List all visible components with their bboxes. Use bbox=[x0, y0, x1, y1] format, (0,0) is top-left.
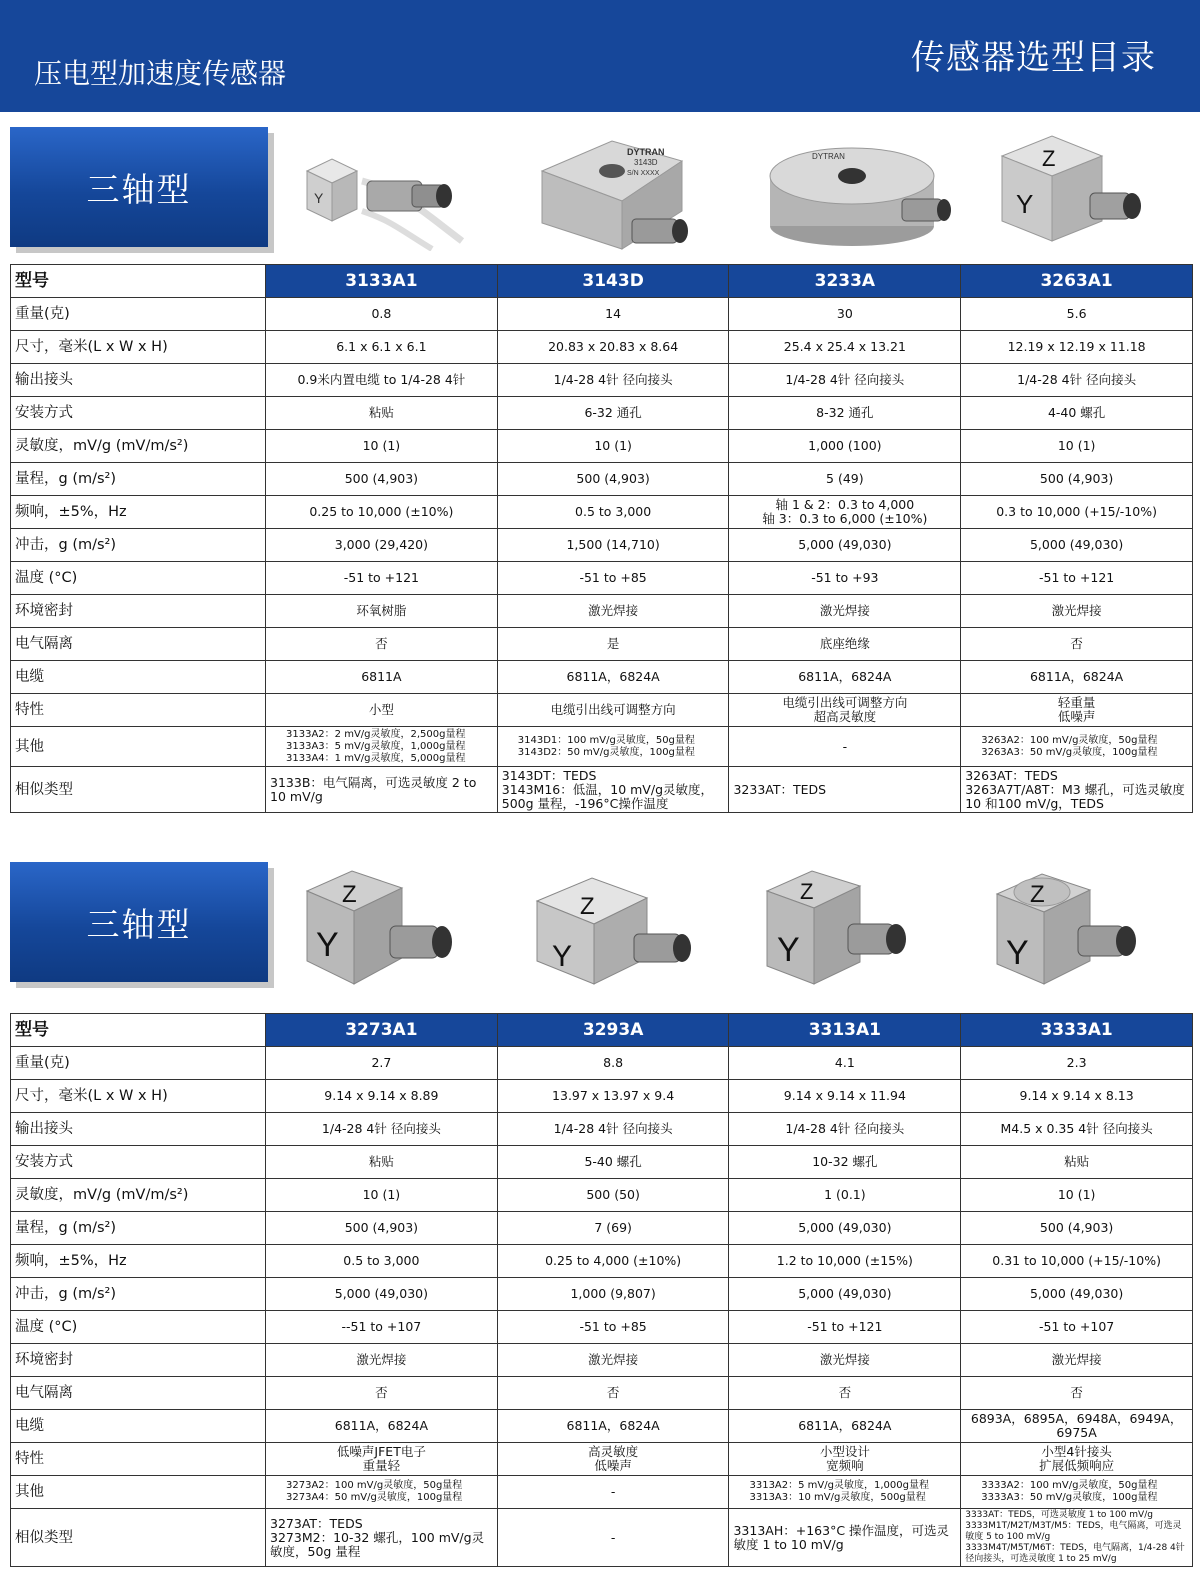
table-cell: 0.5 to 3,000 bbox=[497, 496, 729, 529]
row-label: 温度 (°C) bbox=[11, 562, 266, 595]
row-label: 温度 (°C) bbox=[11, 1311, 266, 1344]
header-left-title: 压电型加速度传感器 bbox=[34, 57, 287, 90]
table-cell: 激光焊接 bbox=[497, 595, 729, 628]
table-cell: 3,000 (29,420) bbox=[266, 529, 498, 562]
table-cell: --51 to +107 bbox=[266, 1311, 498, 1344]
table-cell: - bbox=[497, 1509, 729, 1567]
table-cell: 2.7 bbox=[266, 1047, 498, 1080]
table-cell: 激光焊接 bbox=[497, 1344, 729, 1377]
row-label: 频响，±5%，Hz bbox=[11, 1245, 266, 1278]
triangle-sensor-icon bbox=[522, 131, 752, 251]
section-badge: 三轴型 bbox=[10, 127, 268, 247]
table-cell: 粘贴 bbox=[266, 1146, 498, 1179]
table-cell: 6-32 通孔 bbox=[497, 397, 729, 430]
table-row bbox=[11, 1113, 1193, 1146]
svg-text:DYTRAN: DYTRAN bbox=[812, 152, 845, 161]
table-row bbox=[11, 529, 1193, 562]
table-cell: 1.2 to 10,000 (±15%) bbox=[729, 1245, 961, 1278]
row-label: 量程，g (m/s²) bbox=[11, 463, 266, 496]
row-label: 灵敏度，mV/g (mV/m/s²) bbox=[11, 1179, 266, 1212]
svg-text:Z: Z bbox=[800, 879, 814, 904]
table-cell: 1 (0.1) bbox=[729, 1179, 961, 1212]
table-cell: -51 to +107 bbox=[961, 1311, 1193, 1344]
table-cell: 500 (4,903) bbox=[961, 463, 1193, 496]
table-row bbox=[11, 1212, 1193, 1245]
table-cell: 6.1 x 6.1 x 6.1 bbox=[266, 331, 498, 364]
table-cell: 5,000 (49,030) bbox=[729, 529, 961, 562]
svg-text:Y: Y bbox=[552, 940, 573, 973]
table-row bbox=[11, 727, 1193, 767]
svg-text:Z: Z bbox=[1030, 881, 1045, 908]
table-cell: - bbox=[729, 727, 961, 767]
row-label: 重量(克) bbox=[11, 298, 266, 331]
table-cell: 8.8 bbox=[497, 1047, 729, 1080]
table-cell: 10 (1) bbox=[961, 1179, 1193, 1212]
row-label: 输出接头 bbox=[11, 364, 266, 397]
table-cell: 0.5 to 3,000 bbox=[266, 1245, 498, 1278]
table-row bbox=[11, 298, 1193, 331]
table-row bbox=[11, 694, 1193, 727]
table-cell: 0.31 to 10,000 (+15/-10%) bbox=[961, 1245, 1193, 1278]
table-cell: 激光焊接 bbox=[729, 1344, 961, 1377]
svg-text:Z: Z bbox=[342, 881, 357, 908]
table-cell: M4.5 x 0.35 4针 径向接头 bbox=[961, 1113, 1193, 1146]
table-cell: 6893A，6895A，6948A，6949A，6975A bbox=[961, 1410, 1193, 1443]
table-cell: 1/4-28 4针 径向接头 bbox=[729, 364, 961, 397]
table-cell: 7 (69) bbox=[497, 1212, 729, 1245]
table-cell: 3133A2：2 mV/g灵敏度，2,500g量程 3133A3：5 mV/g灵敏度，1,000g量程 3133A4：1 mV/g灵敏度，5,000g量程 bbox=[266, 727, 498, 767]
svg-text:Z: Z bbox=[580, 893, 595, 920]
table-cell: 13.97 x 13.97 x 9.4 bbox=[497, 1080, 729, 1113]
table-cell: 10 (1) bbox=[266, 430, 498, 463]
table-row bbox=[11, 1080, 1193, 1113]
table-cell: 0.25 to 4,000 (±10%) bbox=[497, 1245, 729, 1278]
table-cell: 500 (4,903) bbox=[497, 463, 729, 496]
row-label: 尺寸，毫米(L x W x H) bbox=[11, 1080, 266, 1113]
cable-sensor-icon bbox=[292, 131, 522, 251]
table-row bbox=[11, 1344, 1193, 1377]
table-cell: 0.3 to 10,000 (+15/-10%) bbox=[961, 496, 1193, 529]
model-name-cell: 3143D bbox=[497, 265, 729, 298]
svg-text:Y: Y bbox=[316, 926, 339, 964]
table-cell: 5 (49) bbox=[729, 463, 961, 496]
table-cell: 1,000 (9,807) bbox=[497, 1278, 729, 1311]
table-cell: 0.25 to 10,000 (±10%) bbox=[266, 496, 498, 529]
row-label: 其他 bbox=[11, 1476, 266, 1509]
table-row bbox=[11, 1278, 1193, 1311]
table-cell: 激光焊接 bbox=[266, 1344, 498, 1377]
table-cell: -51 to +85 bbox=[497, 1311, 729, 1344]
row-label: 安装方式 bbox=[11, 1146, 266, 1179]
table-cell: 10 (1) bbox=[497, 430, 729, 463]
table-row bbox=[11, 1509, 1193, 1567]
table-cell: 9.14 x 9.14 x 8.13 bbox=[961, 1080, 1193, 1113]
table-cell: 9.14 x 9.14 x 8.89 bbox=[266, 1080, 498, 1113]
row-label: 灵敏度，mV/g (mV/m/s²) bbox=[11, 430, 266, 463]
table-cell: 10 (1) bbox=[961, 430, 1193, 463]
table-cell: 6811A，6824A bbox=[729, 661, 961, 694]
table-cell: 8-32 通孔 bbox=[729, 397, 961, 430]
table-cell: 3333AT：TEDS，可选灵敏度 1 to 100 mV/g 3333M1T/M2T/M3T/M5：TEDS，电气隔离，可选灵敏度 5 to 100 mV/g 3333M4T/M5T/M6T：TEDS，电气隔离，1/4-28 4针 径向接头，可选灵敏度 1 to 25 mV/g bbox=[961, 1509, 1193, 1567]
table-row bbox=[11, 430, 1193, 463]
table-cell: 低噪声JFET电子 重量轻 bbox=[266, 1443, 498, 1476]
row-label: 环境密封 bbox=[11, 595, 266, 628]
flat-cube-sensor-icon bbox=[522, 866, 752, 986]
cube-sensor-icon bbox=[292, 866, 522, 986]
table-cell: 30 bbox=[729, 298, 961, 331]
spec-table-2 bbox=[10, 1013, 1193, 1567]
table-cell: 环氧树脂 bbox=[266, 595, 498, 628]
table-cell: 14 bbox=[497, 298, 729, 331]
round-sensor-icon bbox=[752, 131, 982, 251]
table-cell: 6811A，6824A bbox=[266, 1410, 498, 1443]
round-cube-sensor-icon bbox=[982, 866, 1200, 986]
row-label: 相似类型 bbox=[11, 1509, 266, 1567]
table-cell: 1/4-28 4针 径向接头 bbox=[497, 364, 729, 397]
row-label: 电缆 bbox=[11, 661, 266, 694]
table-row bbox=[11, 1047, 1193, 1080]
table-row bbox=[11, 1179, 1193, 1212]
table-row bbox=[11, 364, 1193, 397]
header-right-title: 传感器选型目录 bbox=[911, 38, 1156, 78]
row-label: 环境密封 bbox=[11, 1344, 266, 1377]
table-row bbox=[11, 1311, 1193, 1344]
table-cell: 5,000 (49,030) bbox=[729, 1278, 961, 1311]
table-cell: 5-40 螺孔 bbox=[497, 1146, 729, 1179]
spec-table-1 bbox=[10, 264, 1193, 813]
table-cell: 12.19 x 12.19 x 11.18 bbox=[961, 331, 1193, 364]
table-cell: 电缆引出线可调整方向 超高灵敏度 bbox=[729, 694, 961, 727]
table-cell: 否 bbox=[961, 1377, 1193, 1410]
table-cell: 1/4-28 4针 径向接头 bbox=[729, 1113, 961, 1146]
row-label: 电缆 bbox=[11, 1410, 266, 1443]
page-header bbox=[0, 0, 1200, 112]
table-cell: 小型4针接头 扩展低频响应 bbox=[961, 1443, 1193, 1476]
table-cell: 否 bbox=[961, 628, 1193, 661]
svg-text:Y: Y bbox=[1006, 934, 1029, 972]
table-cell: 粘贴 bbox=[266, 397, 498, 430]
svg-text:Z: Z bbox=[1042, 146, 1056, 171]
table-cell: 轴 1 & 2：0.3 to 4,000 轴 3：0.3 to 6,000 (±10%) bbox=[729, 496, 961, 529]
table-row bbox=[11, 1377, 1193, 1410]
table-cell: 4.1 bbox=[729, 1047, 961, 1080]
table-cell: 3233AT：TEDS bbox=[729, 767, 961, 813]
row-label: 安装方式 bbox=[11, 397, 266, 430]
table-cell: 1,000 (100) bbox=[729, 430, 961, 463]
table-row bbox=[11, 562, 1193, 595]
table-cell: 20.83 x 20.83 x 8.64 bbox=[497, 331, 729, 364]
table-cell: 3273AT：TEDS 3273M2：10-32 螺孔，100 mV/g灵敏度，50g 量程 bbox=[266, 1509, 498, 1567]
table-cell: 500 (4,903) bbox=[266, 463, 498, 496]
table-cell: 激光焊接 bbox=[961, 1344, 1193, 1377]
table-row bbox=[11, 1410, 1193, 1443]
table-cell: - bbox=[497, 1476, 729, 1509]
svg-text:Y: Y bbox=[1016, 189, 1034, 219]
table-cell: 小型设计 宽频响 bbox=[729, 1443, 961, 1476]
row-label: 重量(克) bbox=[11, 1047, 266, 1080]
table-cell: 5,000 (49,030) bbox=[961, 529, 1193, 562]
table-cell: 1,500 (14,710) bbox=[497, 529, 729, 562]
table-cell: 3143DT：TEDS 3143M16：低温，10 mV/g灵敏度，500g 量程，-196°C操作温度 bbox=[497, 767, 729, 813]
row-label: 输出接头 bbox=[11, 1113, 266, 1146]
table-row bbox=[11, 1146, 1193, 1179]
table-cell: 轻重量 低噪声 bbox=[961, 694, 1193, 727]
table-cell: 500 (4,903) bbox=[961, 1212, 1193, 1245]
table-row bbox=[11, 331, 1193, 364]
table-cell: -51 to +85 bbox=[497, 562, 729, 595]
table-cell: 1/4-28 4针 径向接头 bbox=[266, 1113, 498, 1146]
row-label: 量程，g (m/s²) bbox=[11, 1212, 266, 1245]
table-cell: 3133B：电气隔离，可选灵敏度 2 to 10 mV/g bbox=[266, 767, 498, 813]
table-row bbox=[11, 628, 1193, 661]
row-label: 特性 bbox=[11, 694, 266, 727]
table-cell: 5,000 (49,030) bbox=[266, 1278, 498, 1311]
svg-text:DYTRAN: DYTRAN bbox=[627, 147, 665, 157]
row-label: 其他 bbox=[11, 727, 266, 767]
table-cell: 3143D1：100 mV/g灵敏度，50g量程 3143D2：50 mV/g灵敏度，100g量程 bbox=[497, 727, 729, 767]
table-cell: 6811A bbox=[266, 661, 498, 694]
tall-cube-sensor-icon bbox=[752, 866, 982, 986]
table-cell: 是 bbox=[497, 628, 729, 661]
table-cell: 小型 bbox=[266, 694, 498, 727]
model-name-cell: 3313A1 bbox=[729, 1014, 961, 1047]
table-cell: 否 bbox=[729, 1377, 961, 1410]
row-label: 尺寸，毫米(L x W x H) bbox=[11, 331, 266, 364]
table-row bbox=[11, 1245, 1193, 1278]
cube-sensor-icon bbox=[982, 131, 1200, 251]
row-label: 型号 bbox=[11, 1014, 266, 1047]
table-cell: 激光焊接 bbox=[961, 595, 1193, 628]
table-cell: 激光焊接 bbox=[729, 595, 961, 628]
model-name-cell: 3333A1 bbox=[961, 1014, 1193, 1047]
table-cell: 电缆引出线可调整方向 bbox=[497, 694, 729, 727]
table-header-row bbox=[11, 1014, 1193, 1047]
model-name-cell: 3133A1 bbox=[266, 265, 498, 298]
table-cell: 3333A2：100 mV/g灵敏度，50g量程 3333A3：50 mV/g灵敏度，100g量程 bbox=[961, 1476, 1193, 1509]
svg-text:Y: Y bbox=[777, 931, 800, 969]
table-row bbox=[11, 1476, 1193, 1509]
table-cell: 0.8 bbox=[266, 298, 498, 331]
model-name-cell: 3233A bbox=[729, 265, 961, 298]
table-cell: 4-40 螺孔 bbox=[961, 397, 1193, 430]
row-label: 冲击，g (m/s²) bbox=[11, 1278, 266, 1311]
table-row bbox=[11, 1443, 1193, 1476]
table-cell: 粘贴 bbox=[961, 1146, 1193, 1179]
table-row bbox=[11, 767, 1193, 813]
table-cell: 否 bbox=[266, 628, 498, 661]
model-name-cell: 3273A1 bbox=[266, 1014, 498, 1047]
row-label: 相似类型 bbox=[11, 767, 266, 813]
table-cell: 500 (50) bbox=[497, 1179, 729, 1212]
table-cell: 6811A，6824A bbox=[961, 661, 1193, 694]
table-cell: 3263AT：TEDS 3263A7T/A8T：M3 螺孔，可选灵敏度 10 和100 mV/g，TEDS bbox=[961, 767, 1193, 813]
table-cell: 1/4-28 4针 径向接头 bbox=[497, 1113, 729, 1146]
svg-text:3143D: 3143D bbox=[634, 158, 658, 167]
table-cell: 3313AH：+163°C 操作温度，可选灵敏度 1 to 10 mV/g bbox=[729, 1509, 961, 1567]
table-cell: 6811A，6824A bbox=[497, 1410, 729, 1443]
table-cell: 5,000 (49,030) bbox=[729, 1212, 961, 1245]
table-cell: 3313A2：5 mV/g灵敏度，1,000g量程 3313A3：10 mV/g灵敏度，500g量程 bbox=[729, 1476, 961, 1509]
row-label: 电气隔离 bbox=[11, 1377, 266, 1410]
table-row bbox=[11, 496, 1193, 529]
model-name-cell: 3263A1 bbox=[961, 265, 1193, 298]
table-cell: 否 bbox=[266, 1377, 498, 1410]
table-cell: 6811A，6824A bbox=[497, 661, 729, 694]
row-label: 频响，±5%，Hz bbox=[11, 496, 266, 529]
model-name-cell: 3293A bbox=[497, 1014, 729, 1047]
table-cell: 2.3 bbox=[961, 1047, 1193, 1080]
table-row bbox=[11, 397, 1193, 430]
row-label: 电气隔离 bbox=[11, 628, 266, 661]
row-label: 冲击，g (m/s²) bbox=[11, 529, 266, 562]
table-cell: 500 (4,903) bbox=[266, 1212, 498, 1245]
row-label: 特性 bbox=[11, 1443, 266, 1476]
table-row bbox=[11, 463, 1193, 496]
table-row bbox=[11, 595, 1193, 628]
table-row bbox=[11, 661, 1193, 694]
table-cell: 高灵敏度 低噪声 bbox=[497, 1443, 729, 1476]
table-header-row bbox=[11, 265, 1193, 298]
svg-text:S/N XXXX: S/N XXXX bbox=[627, 170, 660, 177]
table-cell: 0.9米内置电缆 to 1/4-28 4针 bbox=[266, 364, 498, 397]
table-cell: -51 to +93 bbox=[729, 562, 961, 595]
svg-text:Y: Y bbox=[314, 190, 324, 206]
table-cell: 25.4 x 25.4 x 13.21 bbox=[729, 331, 961, 364]
table-cell: 3263A2：100 mV/g灵敏度，50g量程 3263A3：50 mV/g灵敏度，100g量程 bbox=[961, 727, 1193, 767]
table-cell: 1/4-28 4针 径向接头 bbox=[961, 364, 1193, 397]
row-label: 型号 bbox=[11, 265, 266, 298]
table-cell: 6811A，6824A bbox=[729, 1410, 961, 1443]
table-cell: 5,000 (49,030) bbox=[961, 1278, 1193, 1311]
table-cell: 底座绝缘 bbox=[729, 628, 961, 661]
table-cell: 否 bbox=[497, 1377, 729, 1410]
table-cell: 5.6 bbox=[961, 298, 1193, 331]
table-cell: 9.14 x 9.14 x 11.94 bbox=[729, 1080, 961, 1113]
section-badge: 三轴型 bbox=[10, 862, 268, 982]
table-cell: -51 to +121 bbox=[729, 1311, 961, 1344]
table-cell: 3273A2：100 mV/g灵敏度，50g量程 3273A4：50 mV/g灵敏度，100g量程 bbox=[266, 1476, 498, 1509]
table-cell: 10-32 螺孔 bbox=[729, 1146, 961, 1179]
table-cell: -51 to +121 bbox=[961, 562, 1193, 595]
table-cell: -51 to +121 bbox=[266, 562, 498, 595]
table-cell: 10 (1) bbox=[266, 1179, 498, 1212]
